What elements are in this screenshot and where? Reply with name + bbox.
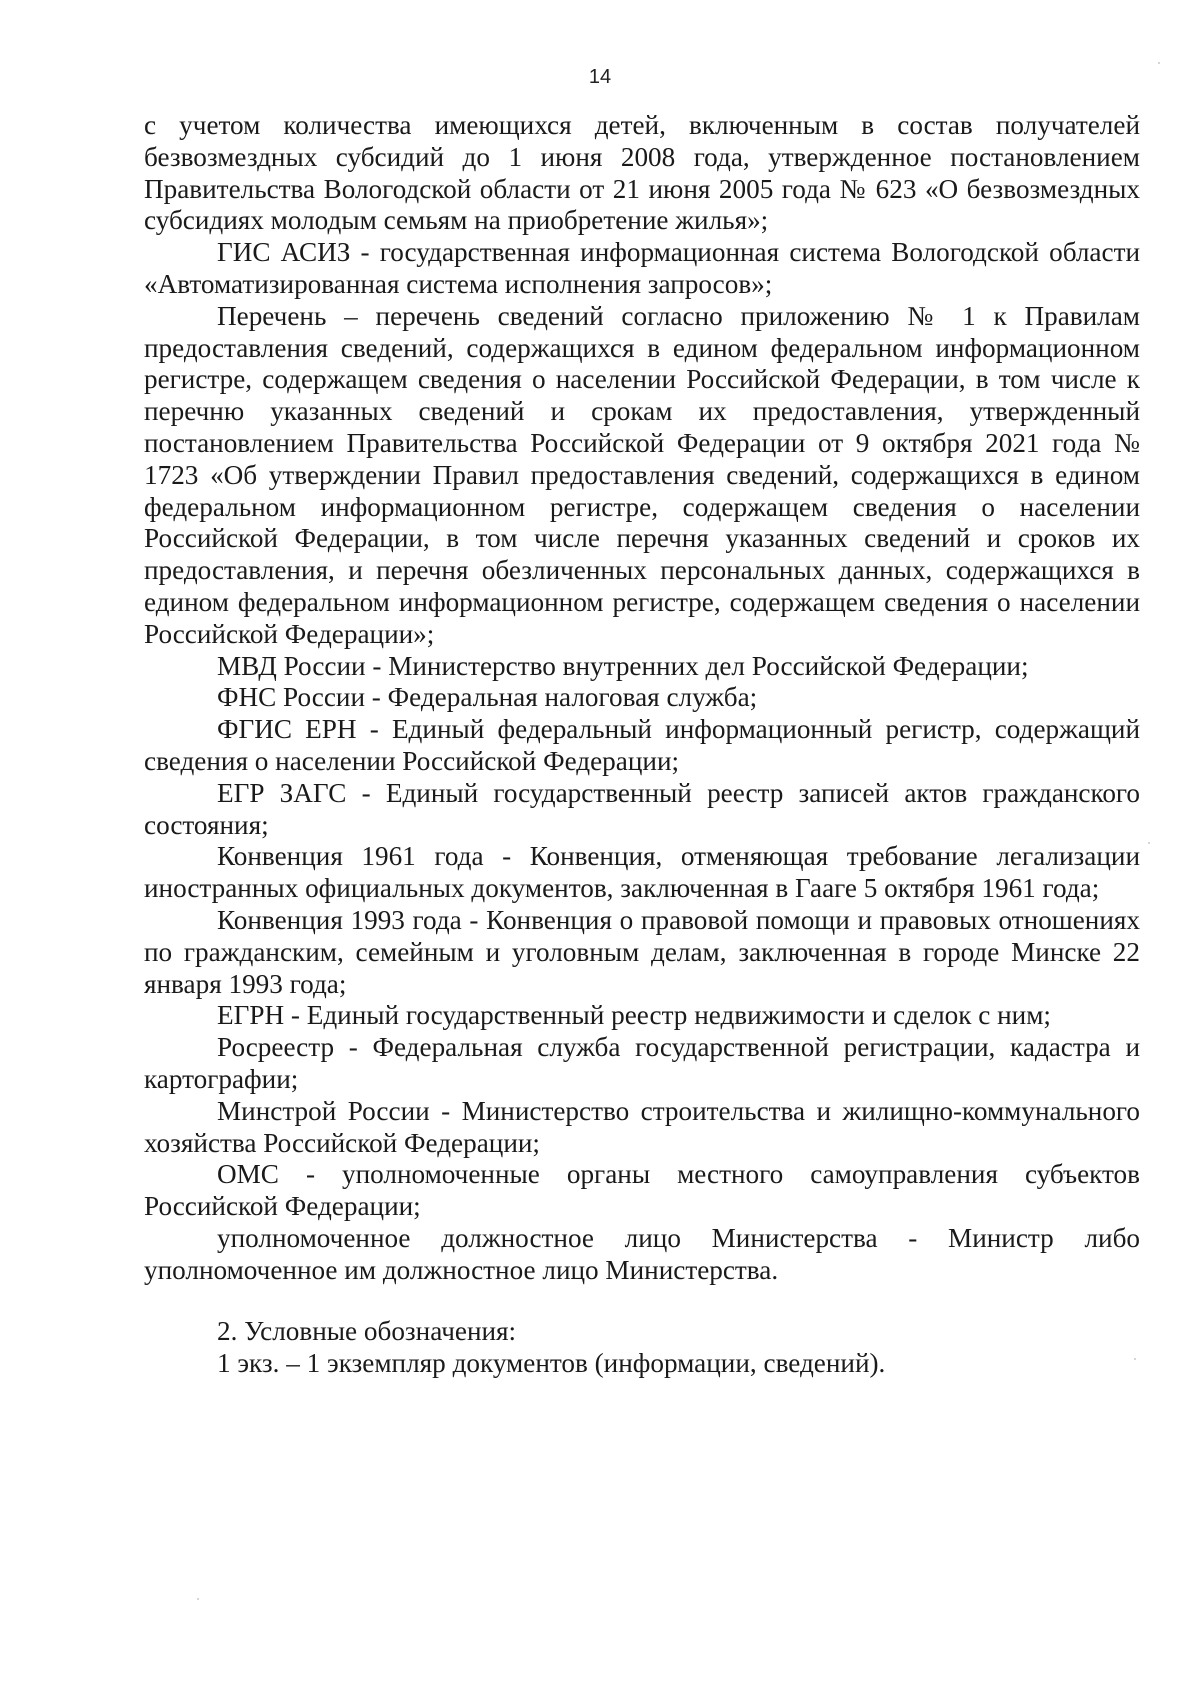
definition-gis-asiz: ГИС АСИЗ - государственная информационная система Вологодской области «Автоматизированная система исполнения запросов»; [144, 237, 1140, 299]
scan-speck [197, 1598, 199, 1600]
scan-speck [1134, 1358, 1136, 1360]
definition-authorized-official: уполномоченное должностное лицо Министерства - Министр либо уполномоченное им должностное лицо Министерства. [144, 1222, 1140, 1285]
definition-fns: ФНС России - Федеральная налоговая служба; [217, 682, 758, 713]
document-body [144, 110, 1140, 1380]
page-number: 14 [588, 66, 612, 88]
definition-egr-zags: ЕГР ЗАГС - Единый государственный реестр записей актов гражданского состояния; [144, 777, 1140, 840]
definition-fgis-ern: ФГИС ЕРН - Единый федеральный информационный регистр, содержащий сведения о населении Российской Федерации; [144, 714, 1140, 776]
definition-convention-1961: Конвенция 1961 года - Конвенция, отменяющая требование легализации иностранных официальных документов, заключенная в Гааге 5 октября 1961 года; [144, 841, 1140, 904]
section-2-item: 1 экз. – 1 экземпляр документов (информации, сведений). [217, 1348, 886, 1379]
paragraph-continuation: с учетом количества имеющихся детей, включенным в состав получателей безвозмездных субсидий до 1 июня 2008 года, утвержденное постановлением Правительства Вологодской области от 21 июня 2005 года № 623 «О безвозмездных субсидиях молодым семьям на приобретение жилья»; [144, 110, 1140, 236]
definition-perechen: Перечень – перечень сведений согласно приложению № 1 к Правилам предоставления сведений, содержащихся в едином федеральном информационном регистре, содержащем сведения о населении Российской Федерации, в том числе к перечню указанных сведений и срокам их предоставления, утвержденный постановлением Правительства Российской Федерации от 9 октября 2021 года № 1723 «Об утверждении Правил предоставления сведений, содержащихся в едином федеральном информационном регистре, содержащем сведения о населении Российской Федерации, в том числе перечня указанных сведений и сроков их предоставления, и перечня обезличенных персональных данных, содержащихся в едином федеральном информационном регистре, содержащем сведения о населении Российской Федерации»; [144, 300, 1140, 649]
definition-rosreestr: Росреестр - Федеральная служба государственной регистрации, кадастра и картографии; [144, 1032, 1140, 1094]
section-2-heading: 2. Условные обозначения: [217, 1316, 517, 1347]
definition-oms: ОМС - уполномоченные органы местного самоуправления субъектов Российской Федерации; [144, 1159, 1140, 1222]
definition-convention-1993: Конвенция 1993 года - Конвенция о правовой помощи и правовых отношениях по гражданским, семейным и уголовным делам, заключенная в городе Минске 22 января 1993 года; [144, 904, 1140, 999]
definition-minstroy: Минстрой России - Министерство строительства и жилищно-коммунального хозяйства Российской Федерации; [144, 1095, 1140, 1158]
scan-speck [1158, 62, 1160, 64]
section-spacer [144, 1286, 1140, 1316]
definition-egrn: ЕГРН - Единый государственный реестр недвижимости и сделок с ним; [217, 1000, 1051, 1031]
definition-mvd: МВД России - Министерство внутренних дел Российской Федерации; [217, 650, 1029, 681]
scan-speck [1148, 842, 1150, 844]
